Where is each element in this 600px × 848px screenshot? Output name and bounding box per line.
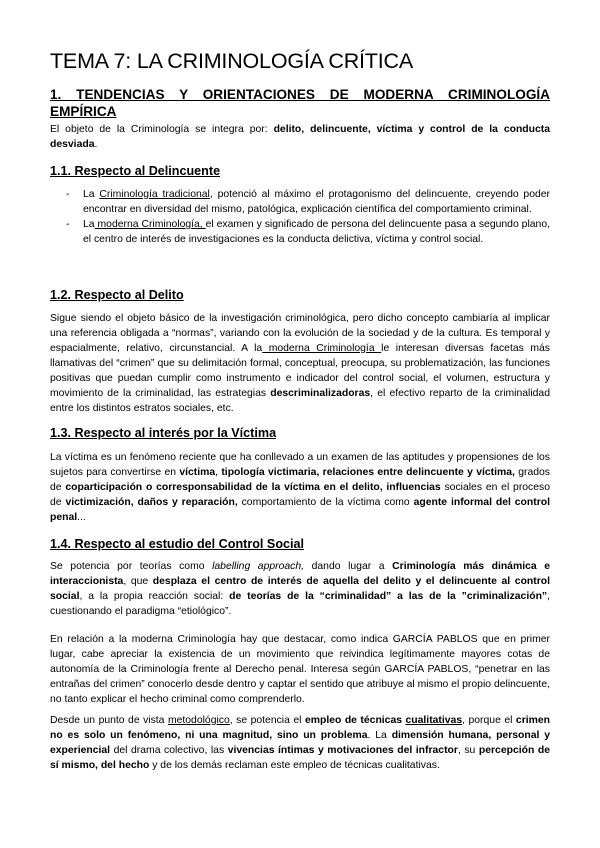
- list-item: [50, 187, 550, 217]
- intro-bold: delito, delincuente, víctima y control de la conducta desviada: [50, 124, 551, 150]
- para-text: , cuestionando el paradigma “etiológico”.: [50, 591, 551, 617]
- list-item: [50, 217, 550, 247]
- para-bold: descriminalizadoras: [270, 388, 371, 399]
- para-bold: dimensión humana, personal y experiencial: [50, 730, 551, 756]
- section-1-heading-line2: EMPÍRICA: [50, 103, 117, 119]
- para-text: , que: [123, 576, 153, 587]
- section-1-intro: [50, 122, 550, 152]
- para-text: , a la propia reacción social:: [79, 591, 230, 602]
- para-text: sociales en el proceso de: [50, 482, 551, 508]
- para-underlined: metodológico: [167, 715, 230, 726]
- section-1-4-paragraph-2: En relación a la moderna Criminología hay que destacar, como indica GARCÍA PABLOS que en primer lugar, cabe apreciar la existencia de un movimiento que reivindica legítimamente mayores cotas de autonomía de la Criminología frente al Derecho penal. Interesa según GARCÍA PABLOS, “penetrar en las entrañas del crimen” conocerlo desde dentro y captar el sentido que atribuye al mismo el propio delincuente, no tanto explicar el hecho criminal como comprenderlo.: [50, 634, 550, 705]
- para-text: , su: [457, 745, 479, 756]
- item-underlined: moderna Criminología,: [94, 219, 206, 230]
- item-text: , potenció al máximo el protagonismo del delincuente, creyendo poder encontrar en diversidad del mismo, patológica, explicación científica del comportamiento criminal.: [83, 189, 551, 215]
- page-title: TEMA 7: LA CRIMINOLOGÍA CRÍTICA: [50, 49, 413, 73]
- section-1-4-paragraph-3: [50, 713, 550, 773]
- para-bold: desplaza el centro de interés de aquella del delito y el delincuente al control social: [50, 576, 550, 602]
- para-bold: crimen no es solo un fenómeno, ni una magnitud, sino un problema: [50, 715, 550, 741]
- section-1-2-heading: 1.2. Respecto al Delito: [50, 288, 184, 302]
- section-1-4-heading: 1.4. Respecto al estudio del Control Social: [50, 537, 305, 551]
- section-1-2-paragraph: [50, 311, 550, 416]
- para-bold: coparticipación o corresponsabilidad de la víctima en el delito, influencias: [65, 482, 441, 493]
- intro-text: El objeto de la Criminología se integra por:: [50, 124, 274, 135]
- section-1-heading: [50, 87, 550, 120]
- para-text: y de los demás reclaman este empleo de técnicas cualitativas.: [149, 760, 440, 771]
- para-text: Desde un punto de vista: [50, 715, 168, 726]
- item-underlined: Criminología tradicional: [99, 189, 210, 200]
- para-text: , porque el: [462, 715, 516, 726]
- para-text: le interesan diversas facetas más llamativas del “crimen” que su delimitación formal, conceptual, preocupa, su problematización, las funciones positivas que puedan cumplir como instrumento e indicador del control social, el volumen, estructura y movimiento de la criminalidad, las estrategias: [50, 343, 550, 399]
- para-bold: percepción de sí mismo, del hecho: [50, 745, 550, 771]
- para-text: La víctima es un fenómeno reciente que ha conllevado a un examen de las aptitudes y propensiones de los sujetos para convertirse en: [50, 452, 550, 478]
- section-1-1-list: [50, 187, 550, 247]
- section-1-1-heading: 1.1. Respecto al Delincuente: [50, 164, 221, 178]
- section-1-heading-line1: 1. TENDENCIAS Y ORIENTACIONES DE MODERNA CRIMINOLOGÍA: [50, 87, 550, 102]
- para-text: dando lugar a: [304, 561, 393, 572]
- para-bold: vivencias íntimas y motivaciones del infractor: [227, 745, 458, 756]
- para-italic: labelling approach,: [212, 561, 305, 572]
- para-text: Sigue siendo el objeto básico de la investigación criminológica, pero dicho concepto cambiaría al implicar una referencia obligada a “normas”, variando con la evolución de la sociedad y de la cultura. Es temporal y espacialmente, relativo, circunstancial. A la: [50, 313, 550, 354]
- section-1-3-paragraph: [50, 450, 550, 525]
- para-text: , el efectivo reparto de la criminalidad entre los distintos estratos sociales, etc.: [50, 388, 550, 414]
- para-bold-underlined: cualitativas: [405, 715, 463, 726]
- para-text: grados de: [50, 467, 550, 493]
- para-bold: Criminología más dinámica e interaccionista: [50, 561, 551, 587]
- para-text: del drama colectivo, las: [110, 745, 228, 756]
- section-1-3-heading: 1.3. Respecto al interés por la Víctima: [50, 426, 277, 440]
- para-text: comportamiento de la víctima como: [237, 497, 414, 508]
- para-bold: de teorías de la “criminalidad” a las de la ”criminalización”: [229, 591, 548, 602]
- para-text: ,: [215, 467, 222, 478]
- para-bold: victimización, daños y reparación,: [65, 497, 238, 508]
- para-bold: agente informal del control penal: [50, 497, 550, 523]
- para-bold: víctima: [179, 467, 216, 478]
- para-bold: tipología victimaria, relaciones entre delincuente y víctima,: [221, 467, 515, 478]
- section-1-4-paragraph-1: [50, 559, 550, 619]
- item-text: La: [83, 189, 100, 200]
- para-underlined: moderna Criminología: [262, 343, 382, 354]
- para-text: ...: [77, 512, 86, 523]
- para-text: , se potencia el: [229, 715, 305, 726]
- para-text: Se potencia por teorías como: [50, 561, 213, 572]
- para-bold: empleo de técnicas: [304, 715, 406, 726]
- para-text: . La: [367, 730, 392, 741]
- item-text: el examen y significado de persona del delincuente pasa a segundo plano, el centro de interés de investigaciones es la conducta delictiva, víctima y control social.: [83, 219, 550, 245]
- item-text: La: [83, 219, 95, 230]
- intro-end: .: [94, 139, 98, 150]
